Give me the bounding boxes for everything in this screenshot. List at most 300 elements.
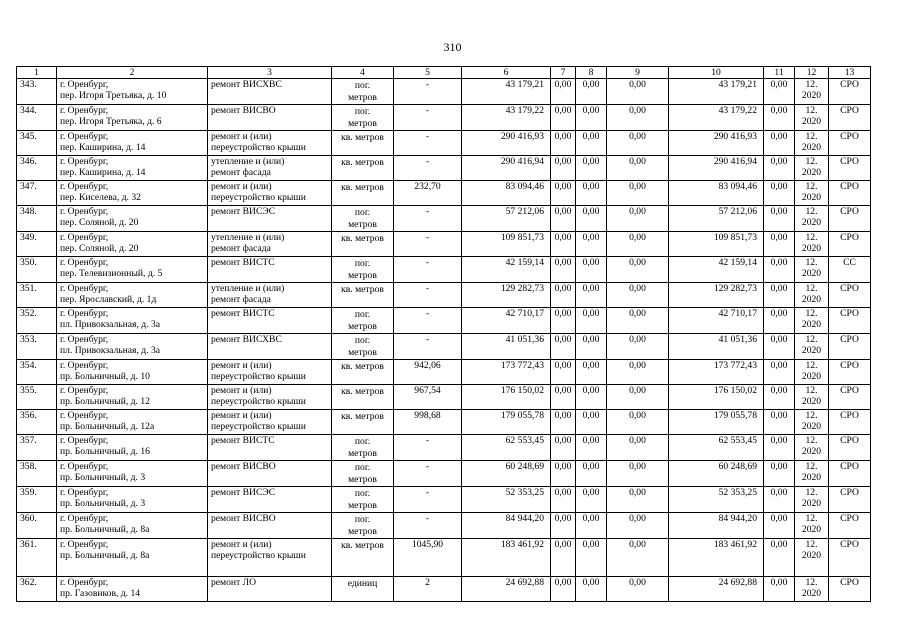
line-1: кв. метров: [341, 132, 384, 143]
unit-cell: [332, 257, 394, 283]
line-2: пер. Соляной, д. 20: [60, 217, 139, 228]
line-1: 12.: [805, 79, 818, 90]
value-col7: 0,00: [551, 232, 576, 257]
row-number: 350.: [17, 257, 57, 283]
line-2: пер. Телевизионный, д. 5: [60, 268, 163, 279]
column-header: 5: [394, 67, 462, 79]
unit-cell: [332, 410, 394, 435]
organization-cell: СРО: [829, 156, 871, 181]
cost-cell: 176 150,02: [462, 385, 551, 410]
value-col9: 0,00: [607, 232, 669, 257]
cost-cell: 52 353,25: [462, 487, 551, 513]
value-col9: 0,00: [607, 131, 669, 156]
quantity-cell: -: [394, 283, 462, 308]
work-type-cell: [208, 206, 332, 232]
total-cell: 57 212,06: [669, 206, 764, 232]
table-row: [17, 105, 871, 131]
line-1: кв. метров: [341, 233, 384, 244]
row-number: 346.: [17, 156, 57, 181]
value-col7: 0,00: [551, 105, 576, 131]
cost-cell: 179 055,78: [462, 410, 551, 435]
line-1: 12.: [805, 385, 818, 396]
line-2: пр. Больничный, д. 10: [60, 371, 150, 382]
address-cell: [57, 513, 208, 539]
line-1: ремонт и (или): [211, 181, 272, 192]
unit-cell: [332, 131, 394, 156]
cost-cell: 24 692,88: [462, 577, 551, 602]
line-1: г. Оренбург,: [60, 283, 109, 294]
value-col8: 0,00: [576, 156, 607, 181]
table-row: [17, 131, 871, 156]
line-2: пер. Каширина, д. 14: [60, 167, 146, 178]
line-1: г. Оренбург,: [60, 156, 109, 167]
organization-cell: СРО: [829, 181, 871, 206]
table-row: [17, 232, 871, 257]
table-row: [17, 283, 871, 308]
row-number: 362.: [17, 577, 57, 602]
line-1: ремонт ВИСТС: [211, 435, 275, 446]
total-cell: 52 353,25: [669, 487, 764, 513]
line-1: 12.: [805, 156, 818, 167]
line-1: 12.: [805, 410, 818, 421]
line-2: 2020: [801, 319, 822, 330]
row-number: 357.: [17, 435, 57, 461]
organization-cell: СРО: [829, 232, 871, 257]
value-col11: 0,00: [764, 131, 795, 156]
line-2: переустройство крыши: [211, 396, 306, 407]
line-2: 2020: [801, 524, 822, 535]
line-1: 12.: [805, 283, 818, 294]
line-1: г. Оренбург,: [60, 513, 109, 524]
deadline-cell: [795, 283, 829, 308]
line-2: пр. Больничный, д. 12а: [60, 421, 155, 432]
address-cell: [57, 539, 208, 577]
total-cell: 83 094,46: [669, 181, 764, 206]
line-1: г. Оренбург,: [60, 539, 109, 550]
row-number: 353.: [17, 334, 57, 360]
unit-cell: [332, 539, 394, 577]
total-cell: 179 055,78: [669, 410, 764, 435]
line-2: 2020: [801, 472, 822, 483]
value-col11: 0,00: [764, 79, 795, 105]
line-2: 2020: [801, 396, 822, 407]
quantity-cell: 2: [394, 577, 462, 602]
organization-cell: СРО: [829, 435, 871, 461]
line-1: г. Оренбург,: [60, 131, 109, 142]
total-cell: 43 179,22: [669, 105, 764, 131]
quantity-cell: -: [394, 487, 462, 513]
line-2: переустройство крыши: [211, 371, 306, 382]
row-number: 344.: [17, 105, 57, 131]
value-col8: 0,00: [576, 79, 607, 105]
value-col7: 0,00: [551, 360, 576, 385]
row-number: 355.: [17, 385, 57, 410]
line-2: 2020: [801, 217, 822, 228]
value-col7: 0,00: [551, 79, 576, 105]
address-cell: [57, 487, 208, 513]
line-2: пр. Больничный, д. 8а: [60, 550, 150, 561]
value-col11: 0,00: [764, 385, 795, 410]
cost-cell: 62 553,45: [462, 435, 551, 461]
line-1: г. Оренбург,: [60, 257, 109, 268]
work-type-cell: [208, 410, 332, 435]
value-col11: 0,00: [764, 360, 795, 385]
value-col9: 0,00: [607, 410, 669, 435]
work-type-cell: [208, 461, 332, 487]
value-col8: 0,00: [576, 410, 607, 435]
row-number: 343.: [17, 79, 57, 105]
total-cell: 176 150,02: [669, 385, 764, 410]
row-number: 359.: [17, 487, 57, 513]
table-row: [17, 206, 871, 232]
table-body: [17, 67, 871, 602]
line-2: 2020: [801, 243, 822, 254]
address-cell: [57, 435, 208, 461]
work-type-cell: [208, 283, 332, 308]
organization-cell: СРО: [829, 385, 871, 410]
value-col9: 0,00: [607, 334, 669, 360]
line-2: 2020: [801, 90, 822, 101]
unit-cell: [332, 181, 394, 206]
value-col8: 0,00: [576, 435, 607, 461]
address-cell: [57, 410, 208, 435]
organization-cell: СРО: [829, 539, 871, 577]
quantity-cell: 967,54: [394, 385, 462, 410]
cost-cell: 109 851,73: [462, 232, 551, 257]
line-1: утепление и (или): [211, 232, 285, 243]
organization-cell: СРО: [829, 360, 871, 385]
work-type-cell: [208, 257, 332, 283]
organization-cell: СС: [829, 257, 871, 283]
unit-cell: [332, 156, 394, 181]
value-col8: 0,00: [576, 232, 607, 257]
line-1: 12.: [805, 539, 818, 550]
line-2: переустройство крыши: [211, 550, 306, 561]
work-type-cell: [208, 360, 332, 385]
line-1: ремонт ВИСВО: [211, 513, 276, 524]
cost-cell: 60 248,69: [462, 461, 551, 487]
line-2: пл. Привокзальная, д. 3а: [60, 345, 161, 356]
value-col8: 0,00: [576, 539, 607, 577]
value-col9: 0,00: [607, 461, 669, 487]
unit-cell: [332, 487, 394, 513]
line-2: 2020: [801, 268, 822, 279]
line-1: 12.: [805, 232, 818, 243]
line-2: пр. Больничный, д. 8а: [60, 524, 150, 535]
line-1: кв. метров: [341, 540, 384, 551]
work-type-cell: [208, 308, 332, 334]
line-1: г. Оренбург,: [60, 105, 109, 116]
value-col11: 0,00: [764, 487, 795, 513]
line-2: переустройство крыши: [211, 421, 306, 432]
work-type-cell: [208, 513, 332, 539]
value-col7: 0,00: [551, 257, 576, 283]
table-row: [17, 461, 871, 487]
line-2: метров: [348, 92, 377, 103]
total-cell: 42 159,14: [669, 257, 764, 283]
value-col11: 0,00: [764, 539, 795, 577]
address-cell: [57, 156, 208, 181]
value-col8: 0,00: [576, 181, 607, 206]
quantity-cell: -: [394, 308, 462, 334]
line-1: ремонт и (или): [211, 385, 272, 396]
unit-cell: [332, 308, 394, 334]
deadline-cell: [795, 156, 829, 181]
line-1: 12.: [805, 577, 818, 588]
line-1: ремонт ВИСЭС: [211, 487, 276, 498]
row-number: 349.: [17, 232, 57, 257]
value-col8: 0,00: [576, 131, 607, 156]
value-col9: 0,00: [607, 577, 669, 602]
value-col9: 0,00: [607, 283, 669, 308]
line-2: пр. Больничный, д. 3: [60, 472, 146, 483]
line-1: г. Оренбург,: [60, 181, 109, 192]
value-col7: 0,00: [551, 206, 576, 232]
value-col9: 0,00: [607, 257, 669, 283]
line-1: 12.: [805, 308, 818, 319]
line-1: г. Оренбург,: [60, 79, 109, 90]
line-1: единиц: [347, 578, 378, 589]
line-2: метров: [348, 118, 377, 129]
organization-cell: СРО: [829, 577, 871, 602]
line-1: утепление и (или): [211, 156, 285, 167]
quantity-cell: 942,06: [394, 360, 462, 385]
deadline-cell: [795, 206, 829, 232]
deadline-cell: [795, 334, 829, 360]
value-col7: 0,00: [551, 131, 576, 156]
unit-cell: [332, 206, 394, 232]
row-number: 360.: [17, 513, 57, 539]
column-header: 13: [829, 67, 871, 79]
value-col11: 0,00: [764, 206, 795, 232]
quantity-cell: -: [394, 105, 462, 131]
line-1: г. Оренбург,: [60, 487, 109, 498]
row-number: 348.: [17, 206, 57, 232]
organization-cell: СРО: [829, 206, 871, 232]
table-row: [17, 487, 871, 513]
deadline-cell: [795, 79, 829, 105]
unit-cell: [332, 461, 394, 487]
value-col8: 0,00: [576, 577, 607, 602]
value-col7: 0,00: [551, 435, 576, 461]
value-col11: 0,00: [764, 334, 795, 360]
table-row: [17, 257, 871, 283]
column-header: 3: [208, 67, 332, 79]
organization-cell: СРО: [829, 308, 871, 334]
value-col9: 0,00: [607, 435, 669, 461]
column-header: 12: [795, 67, 829, 79]
total-cell: 183 461,92: [669, 539, 764, 577]
unit-cell: [332, 105, 394, 131]
line-1: г. Оренбург,: [60, 410, 109, 421]
line-1: ремонт ВИСЭС: [211, 206, 276, 217]
value-col8: 0,00: [576, 308, 607, 334]
line-1: г. Оренбург,: [60, 385, 109, 396]
unit-cell: [332, 360, 394, 385]
line-1: 12.: [805, 461, 818, 472]
unit-cell: [332, 513, 394, 539]
total-cell: 129 282,73: [669, 283, 764, 308]
line-2: пр. Больничный, д. 3: [60, 498, 146, 509]
table-row: [17, 360, 871, 385]
line-1: г. Оренбург,: [60, 308, 109, 319]
table-row: [17, 181, 871, 206]
value-col9: 0,00: [607, 539, 669, 577]
line-1: г. Оренбург,: [60, 577, 109, 588]
line-1: пог.: [354, 106, 371, 117]
value-col7: 0,00: [551, 577, 576, 602]
line-2: 2020: [801, 371, 822, 382]
total-cell: 173 772,43: [669, 360, 764, 385]
table-row: [17, 156, 871, 181]
deadline-cell: [795, 105, 829, 131]
line-1: ремонт ВИСВО: [211, 105, 276, 116]
cost-cell: 42 159,14: [462, 257, 551, 283]
organization-cell: СРО: [829, 487, 871, 513]
line-1: г. Оренбург,: [60, 461, 109, 472]
line-1: кв. метров: [341, 386, 384, 397]
cost-cell: 84 944,20: [462, 513, 551, 539]
row-number: 354.: [17, 360, 57, 385]
address-cell: [57, 206, 208, 232]
value-col9: 0,00: [607, 513, 669, 539]
deadline-cell: [795, 385, 829, 410]
unit-cell: [332, 334, 394, 360]
row-number: 361.: [17, 539, 57, 577]
line-2: 2020: [801, 498, 822, 509]
cost-cell: 129 282,73: [462, 283, 551, 308]
line-1: 12.: [805, 105, 818, 116]
quantity-cell: -: [394, 334, 462, 360]
quantity-cell: 1045,90: [394, 539, 462, 577]
work-type-cell: [208, 181, 332, 206]
row-number: 347.: [17, 181, 57, 206]
line-1: ремонт ВИСХВС: [211, 79, 282, 90]
table-header-row: [17, 67, 871, 79]
value-col11: 0,00: [764, 257, 795, 283]
line-1: кв. метров: [341, 157, 384, 168]
quantity-cell: -: [394, 131, 462, 156]
organization-cell: СРО: [829, 513, 871, 539]
line-1: г. Оренбург,: [60, 435, 109, 446]
quantity-cell: -: [394, 513, 462, 539]
value-col7: 0,00: [551, 461, 576, 487]
total-cell: 84 944,20: [669, 513, 764, 539]
value-col8: 0,00: [576, 206, 607, 232]
line-1: г. Оренбург,: [60, 360, 109, 371]
address-cell: [57, 461, 208, 487]
line-2: пл. Привокзальная, д. 3а: [60, 319, 161, 330]
line-2: метров: [348, 500, 377, 511]
line-2: пер. Игоря Третьяка, д. 6: [60, 116, 162, 127]
line-1: 12.: [805, 435, 818, 446]
row-number: 356.: [17, 410, 57, 435]
value-col8: 0,00: [576, 513, 607, 539]
line-2: 2020: [801, 345, 822, 356]
column-header: 7: [551, 67, 576, 79]
value-col7: 0,00: [551, 487, 576, 513]
address-cell: [57, 308, 208, 334]
capital-repair-table: [16, 66, 871, 602]
quantity-cell: -: [394, 461, 462, 487]
address-cell: [57, 334, 208, 360]
address-cell: [57, 131, 208, 156]
quantity-cell: 998,68: [394, 410, 462, 435]
value-col9: 0,00: [607, 79, 669, 105]
line-1: 12.: [805, 360, 818, 371]
line-1: пог.: [354, 80, 371, 91]
quantity-cell: 232,70: [394, 181, 462, 206]
work-type-cell: [208, 79, 332, 105]
line-1: ремонт и (или): [211, 539, 272, 550]
value-col9: 0,00: [607, 487, 669, 513]
line-1: пог.: [354, 309, 371, 320]
value-col11: 0,00: [764, 181, 795, 206]
cost-cell: 173 772,43: [462, 360, 551, 385]
cost-cell: 183 461,92: [462, 539, 551, 577]
total-cell: 109 851,73: [669, 232, 764, 257]
table-row: [17, 410, 871, 435]
deadline-cell: [795, 232, 829, 257]
deadline-cell: [795, 435, 829, 461]
table-row: [17, 539, 871, 577]
value-col11: 0,00: [764, 232, 795, 257]
line-2: 2020: [801, 550, 822, 561]
value-col7: 0,00: [551, 410, 576, 435]
deadline-cell: [795, 131, 829, 156]
organization-cell: СРО: [829, 283, 871, 308]
line-2: пер. Киселева, д. 32: [60, 192, 141, 203]
quantity-cell: -: [394, 232, 462, 257]
cost-cell: 42 710,17: [462, 308, 551, 334]
line-2: метров: [348, 347, 377, 358]
row-number: 351.: [17, 283, 57, 308]
line-1: ремонт ВИСТС: [211, 257, 275, 268]
value-col11: 0,00: [764, 283, 795, 308]
organization-cell: СРО: [829, 131, 871, 156]
quantity-cell: -: [394, 257, 462, 283]
column-header: 11: [764, 67, 795, 79]
value-col9: 0,00: [607, 105, 669, 131]
line-1: ремонт ВИСХВС: [211, 334, 282, 345]
line-2: 2020: [801, 588, 822, 599]
line-2: пер. Ярославский, д. 1д: [60, 294, 157, 305]
line-1: ремонт ВИСВО: [211, 461, 276, 472]
cost-cell: 43 179,22: [462, 105, 551, 131]
line-1: ремонт и (или): [211, 131, 272, 142]
value-col7: 0,00: [551, 308, 576, 334]
cost-cell: 57 212,06: [462, 206, 551, 232]
line-2: метров: [348, 474, 377, 485]
work-type-cell: [208, 334, 332, 360]
value-col11: 0,00: [764, 461, 795, 487]
table-row: [17, 435, 871, 461]
unit-cell: [332, 385, 394, 410]
deadline-cell: [795, 577, 829, 602]
value-col7: 0,00: [551, 513, 576, 539]
deadline-cell: [795, 487, 829, 513]
line-1: пог.: [354, 207, 371, 218]
column-header: 6: [462, 67, 551, 79]
total-cell: 43 179,21: [669, 79, 764, 105]
deadline-cell: [795, 410, 829, 435]
work-type-cell: [208, 435, 332, 461]
unit-cell: [332, 283, 394, 308]
line-1: пог.: [354, 436, 371, 447]
table-row: [17, 513, 871, 539]
line-2: 2020: [801, 421, 822, 432]
line-2: метров: [348, 448, 377, 459]
